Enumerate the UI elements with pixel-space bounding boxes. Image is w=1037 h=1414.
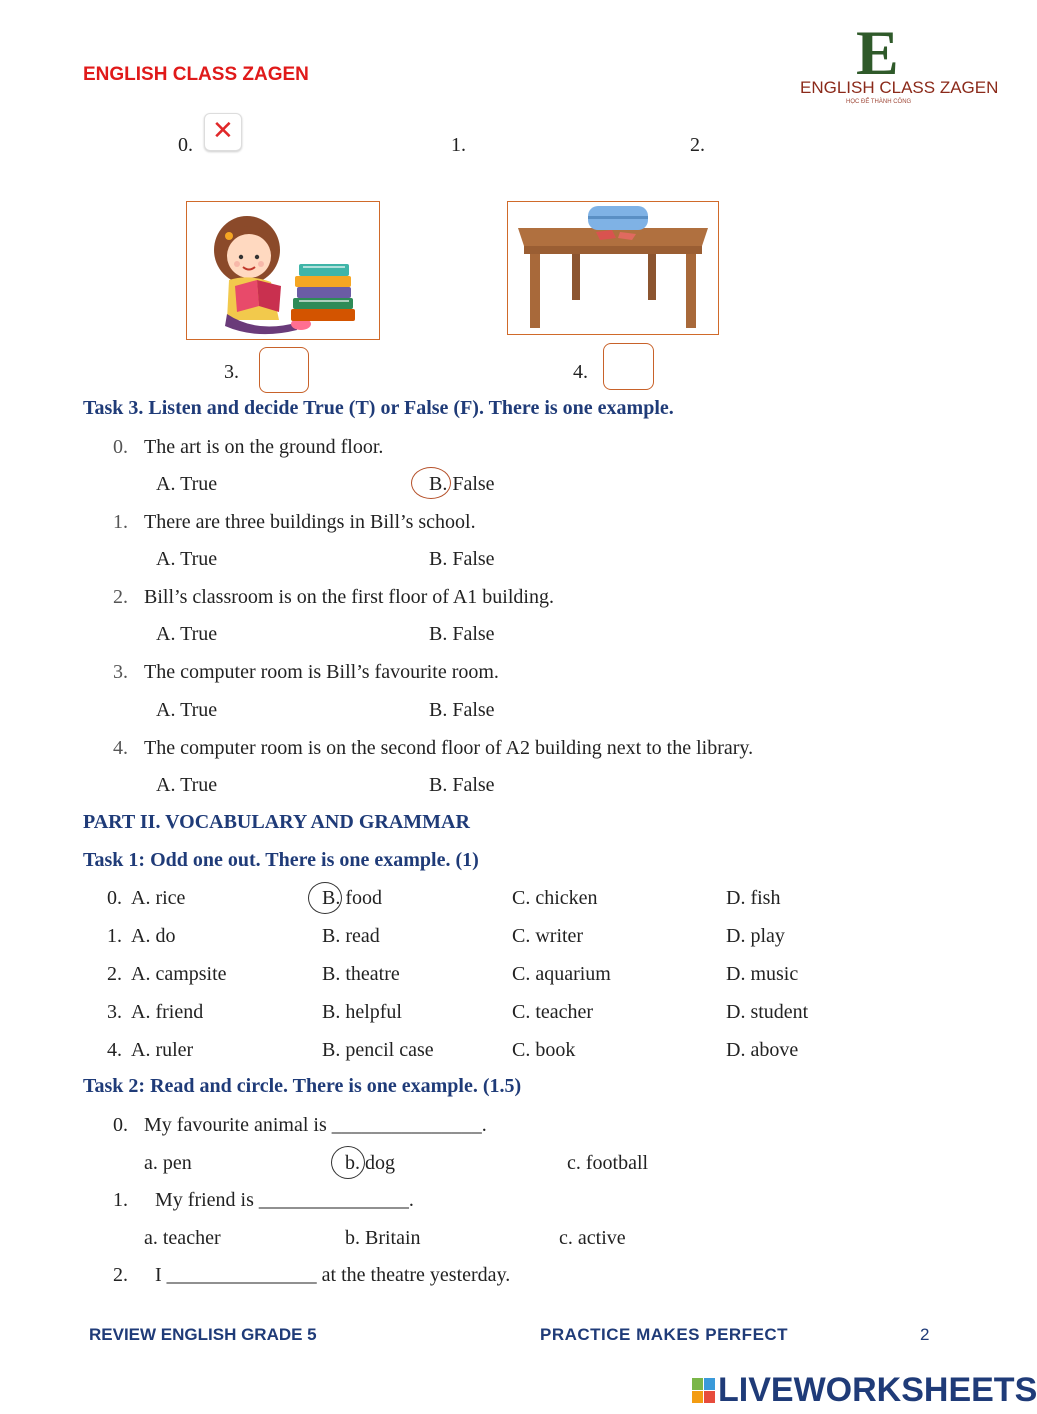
part2-title: PART II. VOCABULARY AND GRAMMAR (83, 811, 470, 833)
task1-row0-number: 0. (107, 887, 122, 909)
picture-girl-reading (186, 201, 380, 340)
task3-title: Task 3. Listen and decide True (T) or False (F). There is one example. (83, 397, 674, 419)
task2-title: Task 2: Read and circle. There is one example. (1.5) (83, 1075, 522, 1097)
task1-row3-a[interactable]: A. friend (131, 1001, 204, 1023)
task2-q2-text: I _______________ at the theatre yesterday. (155, 1264, 511, 1286)
brand-logo (796, 17, 999, 110)
task1-row0-a[interactable]: A. rice (131, 887, 186, 909)
task1-row1-number: 1. (107, 925, 122, 947)
task2-q1-text: My friend is _______________. (155, 1189, 414, 1211)
task3-q4-number: 4. (113, 737, 128, 759)
picture-number-3: 3. (224, 361, 239, 383)
task1-row0-c[interactable]: C. chicken (512, 887, 598, 909)
task2-q2-number: 2. (113, 1264, 128, 1286)
logo-subtext: HỌC ĐỂ THÀNH CÔNG (846, 99, 912, 105)
logo-letter: E (856, 17, 899, 88)
task2-q1-number: 1. (113, 1189, 128, 1211)
task3-q4-text: The computer room is on the second floor of A2 building next to the library. (144, 737, 754, 759)
footer-left: REVIEW ENGLISH GRADE 5 (89, 1325, 317, 1344)
task3-q0-option-a[interactable]: A. True (156, 473, 218, 495)
task1-row4-b[interactable]: B. pencil case (322, 1039, 434, 1061)
task1-row3-c[interactable]: C. teacher (512, 1001, 594, 1023)
liveworksheets-logo-icon (692, 1378, 716, 1404)
task3-q0-option-b[interactable]: B. False (429, 473, 495, 495)
task2-q1-option-b[interactable]: b. Britain (345, 1227, 421, 1249)
task3-q2-option-a[interactable]: A. True (156, 623, 218, 645)
task3-q1-text: There are three buildings in Bill’s school. (144, 511, 476, 533)
picture-number-4: 4. (573, 361, 588, 383)
task3-q1-option-a[interactable]: A. True (156, 548, 218, 570)
task3-q4-option-b[interactable]: B. False (429, 774, 495, 796)
task2-q0-option-c[interactable]: c. football (567, 1152, 649, 1174)
task3-q2-option-b[interactable]: B. False (429, 623, 495, 645)
task3-q3-option-b[interactable]: B. False (429, 699, 495, 721)
task2-q0-text: My favourite animal is _______________. (144, 1114, 487, 1136)
task1-row1-d[interactable]: D. play (726, 925, 785, 947)
task1-row1-c[interactable]: C. writer (512, 925, 584, 947)
girl-reading-illustration (187, 202, 379, 339)
task2-q0-number: 0. (113, 1114, 128, 1136)
example-answer-box (204, 113, 242, 151)
task1-row1-a[interactable]: A. do (131, 925, 176, 947)
task2-q1-option-c[interactable]: c. active (559, 1227, 626, 1249)
task3-q1-number: 1. (113, 511, 128, 533)
task2-q0-option-b[interactable]: b. dog (345, 1152, 395, 1174)
liveworksheets-watermark: LIVEWORKSHEETS (718, 1371, 1037, 1409)
task3-q3-text: The computer room is Bill’s favourite room. (144, 661, 499, 683)
task1-row2-number: 2. (107, 963, 122, 985)
task1-row2-c[interactable]: C. aquarium (512, 963, 611, 985)
task3-q3-option-a[interactable]: A. True (156, 699, 218, 721)
logo-text: ENGLISH CLASS ZAGEN (800, 78, 999, 97)
footer-center: PRACTICE MAKES PERFECT (540, 1325, 789, 1344)
task3-q0-text: The art is on the ground floor. (144, 436, 384, 458)
task1-row3-d[interactable]: D. student (726, 1001, 809, 1023)
task3-q0-number: 0. (113, 436, 128, 458)
task1-row2-a[interactable]: A. campsite (131, 963, 227, 985)
task1-row2-d[interactable]: D. music (726, 963, 799, 985)
task3-q3-number: 3. (113, 661, 128, 683)
picture-number-2: 2. (690, 134, 705, 156)
task1-row2-b[interactable]: B. theatre (322, 963, 400, 985)
task3-q2-text: Bill’s classroom is on the first floor of A1 building. (144, 586, 554, 608)
task3-q1-option-b[interactable]: B. False (429, 548, 495, 570)
cross-icon: ✕ (212, 116, 234, 146)
task1-title: Task 1: Odd one out. There is one example. (1) (83, 849, 479, 871)
answer-box-3[interactable] (259, 347, 309, 393)
task1-row3-number: 3. (107, 1001, 122, 1023)
task3-q2-number: 2. (113, 586, 128, 608)
table-illustration (508, 202, 718, 334)
page-number: 2 (920, 1325, 930, 1344)
task1-row4-c[interactable]: C. book (512, 1039, 576, 1061)
task1-row0-d[interactable]: D. fish (726, 887, 781, 909)
brand-title: ENGLISH CLASS ZAGEN (83, 64, 309, 85)
task1-row3-b[interactable]: B. helpful (322, 1001, 402, 1023)
task3-q4-option-a[interactable]: A. True (156, 774, 218, 796)
task1-row4-number: 4. (107, 1039, 122, 1061)
task1-row1-b[interactable]: B. read (322, 925, 380, 947)
task2-q1-option-a[interactable]: a. teacher (144, 1227, 221, 1249)
answer-box-4[interactable] (603, 343, 654, 390)
picture-number-1: 1. (451, 134, 466, 156)
task2-q0-option-a[interactable]: a. pen (144, 1152, 192, 1174)
picture-number-0: 0. (178, 134, 193, 156)
task1-row4-d[interactable]: D. above (726, 1039, 799, 1061)
task1-row4-a[interactable]: A. ruler (131, 1039, 194, 1061)
task1-row0-b[interactable]: B. food (322, 887, 382, 909)
picture-table-pencil-case (507, 201, 719, 335)
